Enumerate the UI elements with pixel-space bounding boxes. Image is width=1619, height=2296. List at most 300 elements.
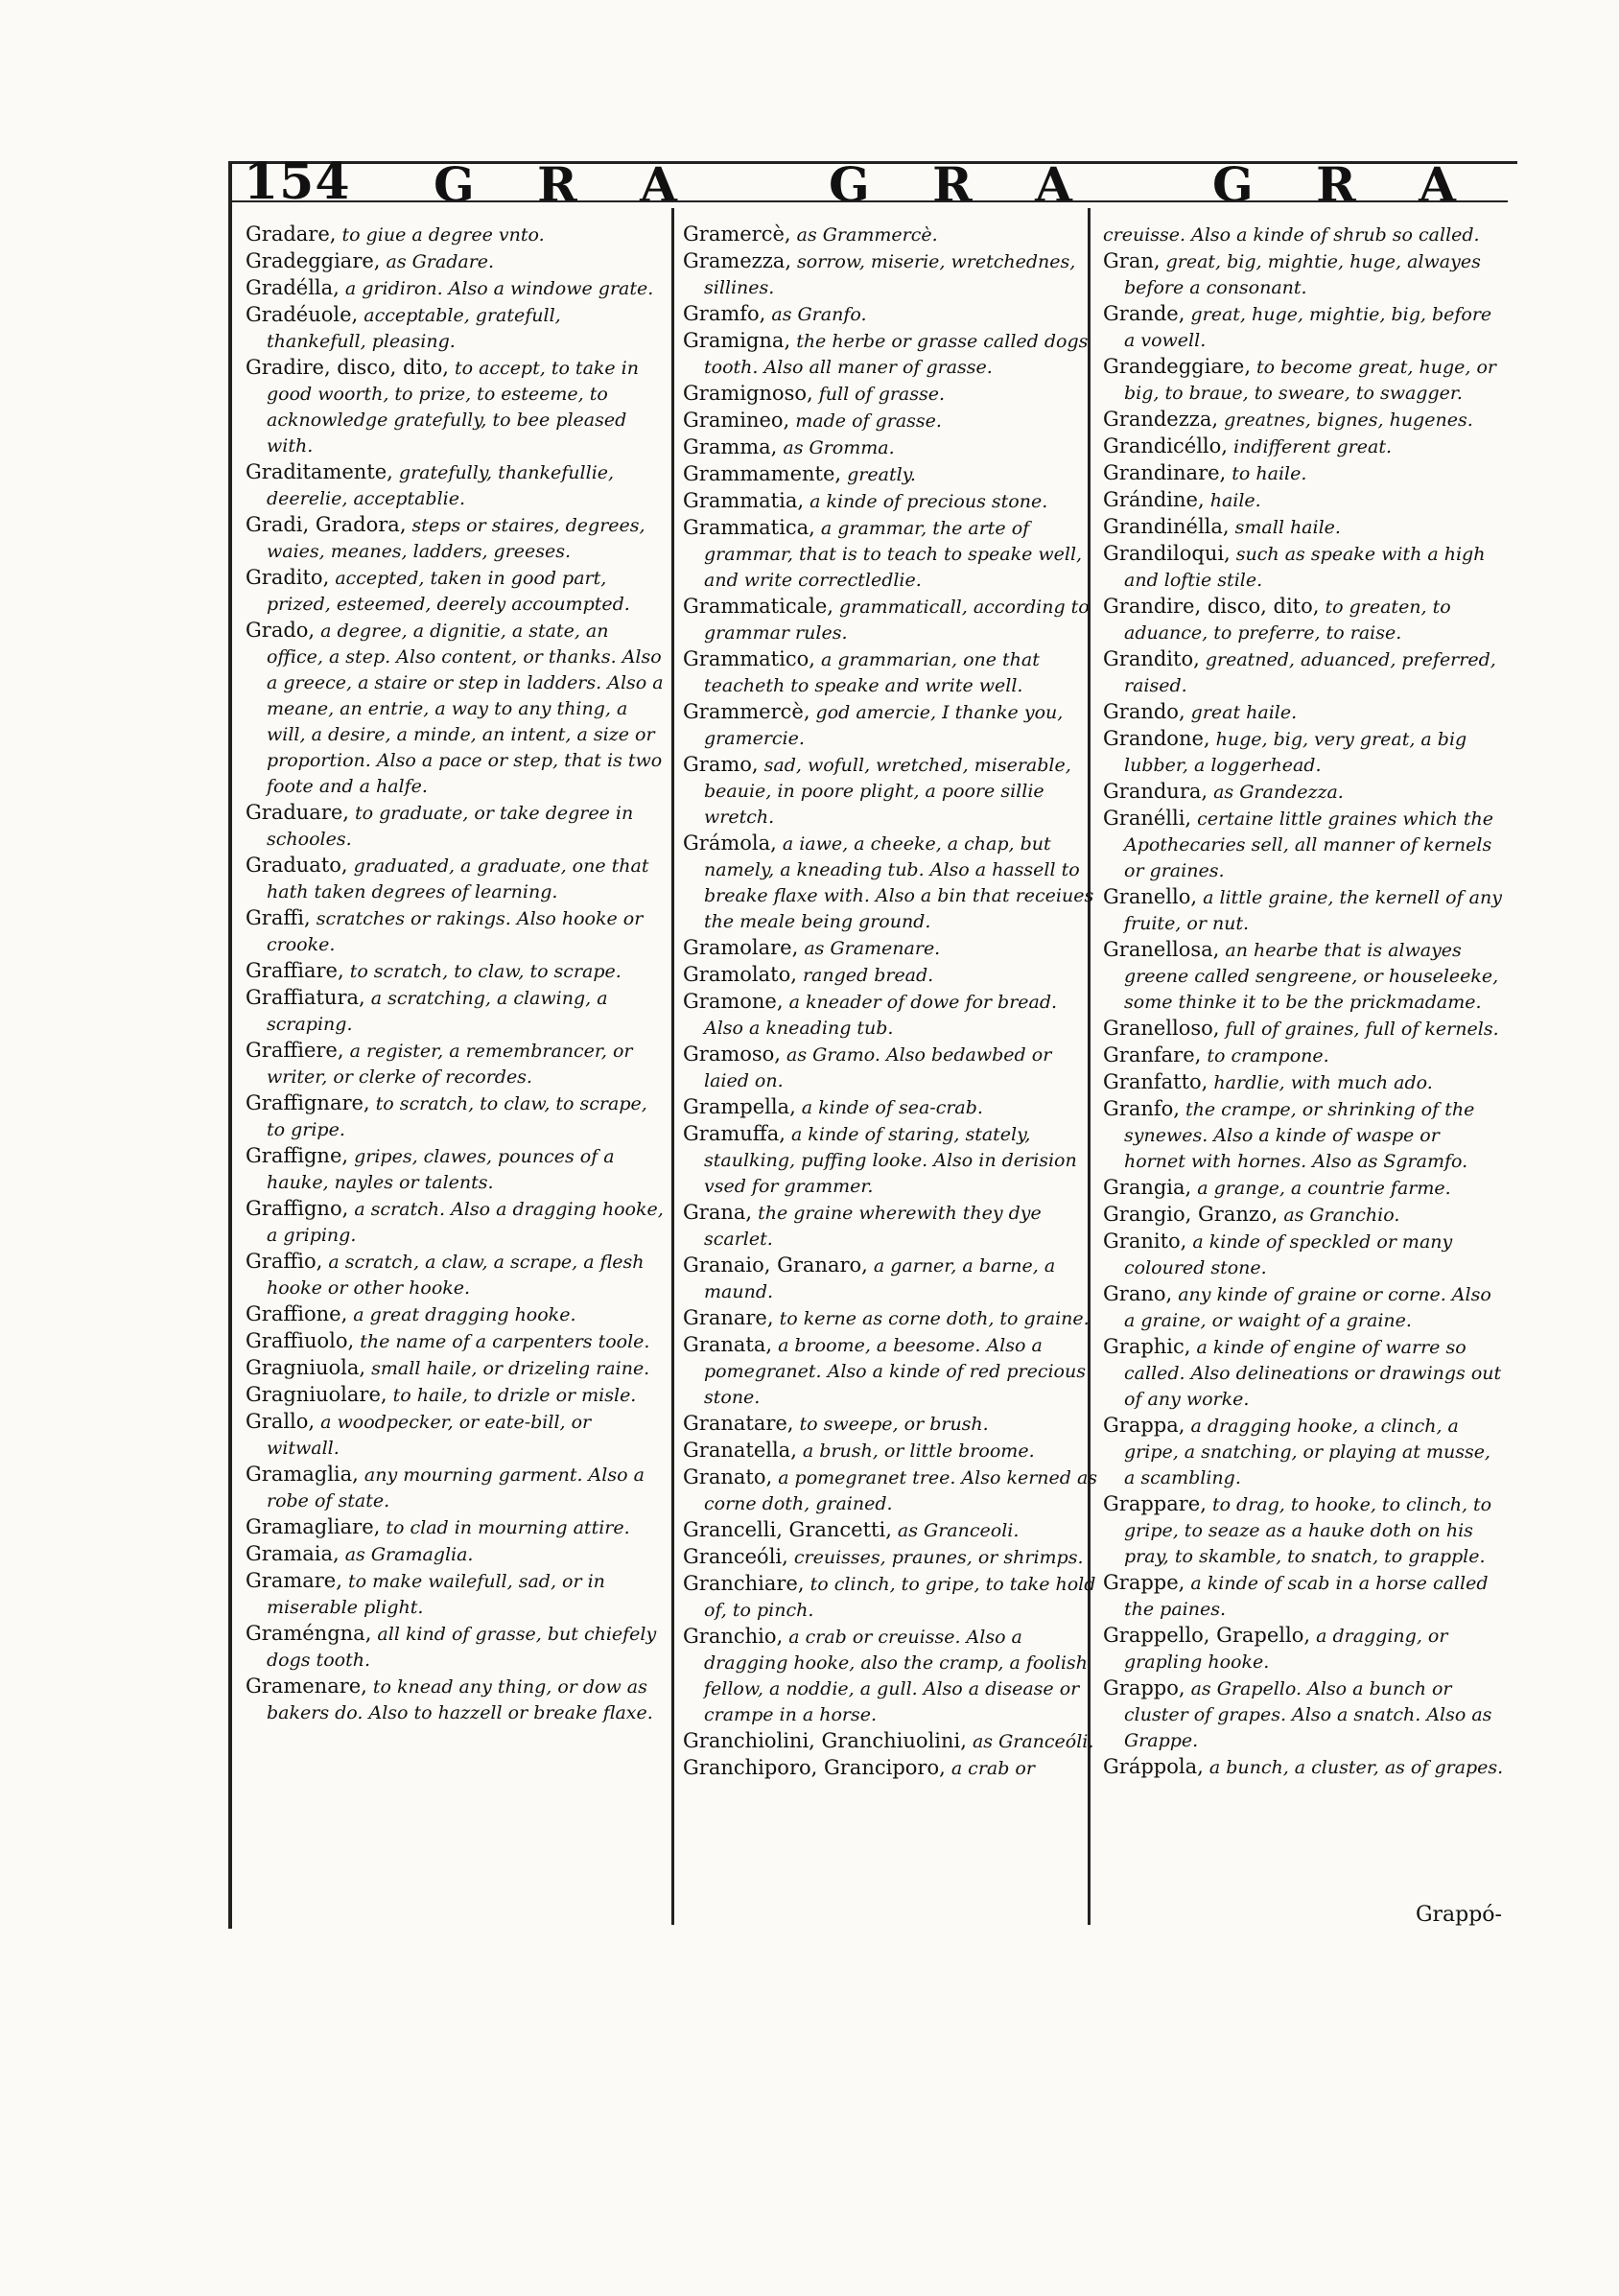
dictionary-entry	[1103, 407, 1506, 433]
dictionary-entry	[246, 1038, 664, 1090]
definition: ranged bread.	[802, 965, 934, 986]
dictionary-entry	[1103, 354, 1506, 407]
definition: the name of a carpenters toole.	[360, 1331, 650, 1352]
headword: Gramo,	[683, 753, 759, 776]
definition: as Granceóli.	[972, 1731, 1094, 1752]
headword: Graméngna,	[246, 1622, 372, 1645]
headword: Granare,	[683, 1306, 774, 1329]
dictionary-entry	[683, 962, 1101, 989]
dictionary-entry	[1103, 1043, 1506, 1069]
definition: a iawe, a cheeke, a chap, but namely, a kneading tub. Also a hassell to breake flaxe with. Also a bin that receiues the meale being ground.	[704, 833, 1094, 932]
headword: Grandura,	[1103, 780, 1208, 803]
headword: Gradéuole,	[246, 303, 359, 326]
dictionary-entry	[683, 1517, 1101, 1544]
definition: a scratch, a claw, a scrape, a flesh hooke or other hooke.	[267, 1252, 645, 1299]
dictionary-entry	[1103, 514, 1506, 541]
dictionary-entry	[683, 646, 1101, 699]
headword: Grandinélla,	[1103, 515, 1230, 538]
dictionary-entry	[683, 1332, 1101, 1411]
headword: Grappo,	[1103, 1676, 1185, 1699]
definition: a gridiron. Also a windowe grate.	[344, 278, 654, 299]
definition: small haile.	[1234, 517, 1341, 538]
definition: as Grapello. Also a bunch or cluster of grapes. Also a snatch. Also as Grappe.	[1124, 1678, 1492, 1751]
dictionary-entry	[1103, 646, 1506, 699]
definition: to scratch, to claw, to scrape.	[349, 961, 622, 982]
headword: Gramaia,	[246, 1542, 340, 1565]
headword: Granaio, Granaro,	[683, 1253, 868, 1277]
definition: a broome, a beesome. Also a pomegranet. Also a kinde of red precious stone.	[704, 1335, 1086, 1408]
dictionary-entry	[1103, 460, 1506, 487]
definition: great, big, mightie, huge, alwayes before a consonant.	[1124, 251, 1481, 298]
dictionary-entry	[246, 248, 664, 275]
headword: Graffiatura,	[246, 986, 365, 1009]
headword: Gradeggiare,	[246, 249, 381, 272]
dictionary-entry	[1103, 487, 1506, 514]
headword: Grammatico,	[683, 647, 815, 670]
headword: Graffione,	[246, 1302, 348, 1325]
definition: indifferent great.	[1233, 436, 1393, 457]
dictionary-entry	[246, 1143, 664, 1196]
dictionary-entry	[683, 1464, 1101, 1517]
headword: Grammamente,	[683, 462, 842, 485]
column-3	[1103, 222, 1506, 1909]
page-header	[232, 152, 1517, 214]
headword: Granellosa,	[1103, 938, 1220, 961]
dictionary-entry	[246, 565, 664, 618]
dictionary-entry	[1103, 1570, 1506, 1623]
dictionary-entry	[683, 1755, 1101, 1782]
headword: Gradare,	[246, 223, 337, 246]
headword: Granchiolini, Granchiuolini,	[683, 1729, 967, 1752]
dictionary-entry	[246, 905, 664, 958]
definition: as Gramenare.	[804, 938, 941, 959]
definition: to sweepe, or brush.	[799, 1414, 989, 1435]
dictionary-entry	[683, 989, 1101, 1042]
definition: as Gramo. Also bedawbed or laied on.	[704, 1044, 1052, 1091]
dictionary-entry	[683, 328, 1101, 381]
headword: Gradi, Gradora,	[246, 513, 407, 536]
definition: to kerne as corne doth, to graine.	[779, 1308, 1090, 1329]
headword: Gramaglia,	[246, 1463, 359, 1486]
definition: a kinde of staring, stately, staulking, puffing looke. Also in derision vsed for grammer.	[704, 1124, 1077, 1197]
definition: to clad in mourning attire.	[386, 1517, 630, 1538]
dictionary-entry	[683, 1305, 1101, 1332]
dictionary-entry	[246, 1249, 664, 1301]
definition: haile.	[1209, 490, 1261, 511]
headword: Grado,	[246, 619, 316, 642]
headword: Granato,	[683, 1465, 773, 1488]
dictionary-entry	[1103, 1069, 1506, 1096]
headword: Gramezza,	[683, 249, 791, 272]
headword: Gramone,	[683, 990, 784, 1013]
headword: Gramolato,	[683, 963, 797, 986]
definition: sorrow, miserie, wretchednes, sillines.	[704, 251, 1076, 298]
dictionary-entry	[683, 1411, 1101, 1438]
dictionary-entry	[1103, 1491, 1506, 1570]
header-rule	[232, 200, 1508, 202]
definition: any mourning garment. Also a robe of state.	[267, 1464, 645, 1511]
headword: Granfare,	[1103, 1043, 1202, 1066]
dictionary-entry	[683, 1728, 1101, 1755]
dictionary-entry	[246, 1382, 664, 1409]
definition: to knead any thing, or dow as bakers do. Also to hazzell or breake flaxe.	[267, 1676, 653, 1723]
headword: Graffignare,	[246, 1091, 370, 1114]
definition: a crab or creuisse. Also a dragging hooke, also the cramp, a foolish fellow, a noddie, a gull. Also a disease or crampe in a horse.	[704, 1627, 1088, 1725]
definition: sad, wofull, wretched, miserable, beauie, in poore plight, a poore sillie wretch.	[704, 755, 1071, 828]
definition: to clinch, to gripe, to take hold of, to pinch.	[704, 1574, 1096, 1621]
headword: Grallo,	[246, 1410, 316, 1433]
running-head-left: G R A	[434, 156, 700, 213]
dictionary-entry	[683, 1624, 1101, 1728]
headword: Granceóli,	[683, 1545, 788, 1568]
dictionary-entry	[1103, 222, 1506, 248]
dictionary-entry	[246, 853, 664, 905]
dictionary-entry	[683, 935, 1101, 962]
definition: a woodpecker, or eate-bill, or witwall.	[267, 1412, 592, 1459]
dictionary-entry	[683, 1544, 1101, 1571]
headword: Granatella,	[683, 1439, 797, 1462]
definition: as Gramaglia.	[344, 1544, 474, 1565]
dictionary-entry	[246, 1568, 664, 1621]
dictionary-entry	[683, 222, 1101, 248]
definition: to scratch, to claw, to scrape, to gripe.	[267, 1093, 647, 1140]
headword: Grano,	[1103, 1282, 1173, 1305]
headword: Graduato,	[246, 854, 348, 877]
dictionary-entry	[1103, 1175, 1506, 1202]
definition: certaine little graines which the Apothecaries sell, all manner of kernels or graines.	[1124, 808, 1494, 881]
definition: a little graine, the kernell of any fruite, or nut.	[1124, 887, 1502, 934]
dictionary-entry	[683, 515, 1101, 594]
definition: a kinde of engine of warre so called. Also delineations or drawings out of any worke.	[1124, 1337, 1502, 1410]
definition: gratefully, thankefullie, deerelie, acceptablie.	[267, 462, 615, 509]
dictionary-entry	[1103, 433, 1506, 460]
definition: a degree, a dignitie, a state, an office, a step. Also content, or thanks. Also a greece, a staire or step in ladders. Also a meane, an entrie, a way to any thing, a will, a desire, a minde, an intent, a size or proportion. Also a pace or step, that is two foote and a halfe.	[267, 621, 664, 797]
catchword: Grappó-	[1415, 1903, 1502, 1927]
headword: Grangio, Granzo,	[1103, 1203, 1279, 1226]
dictionary-entry	[683, 1200, 1101, 1253]
headword: Granfo,	[1103, 1097, 1180, 1120]
headword: Granchiporo, Granciporo,	[683, 1756, 946, 1779]
dictionary-entry	[683, 1253, 1101, 1305]
page-number: 154	[244, 152, 351, 211]
headword: Gramuffa,	[683, 1122, 786, 1145]
dictionary-entry	[1103, 726, 1506, 779]
dictionary-entry	[246, 1621, 664, 1674]
dictionary-entry	[246, 1514, 664, 1541]
definition: to haile.	[1232, 463, 1307, 484]
column-divider-1	[671, 208, 674, 1925]
dictionary-entry	[683, 1438, 1101, 1464]
headword: Granito,	[1103, 1230, 1187, 1253]
definition: a bunch, a cluster, as of grapes.	[1208, 1757, 1504, 1778]
headword: Gramagliare,	[246, 1515, 381, 1538]
headword: Grangia,	[1103, 1176, 1192, 1199]
dictionary-entry	[246, 1541, 664, 1568]
dictionary-entry	[683, 461, 1101, 488]
headword: Grándine,	[1103, 488, 1205, 511]
headword: Grando,	[1103, 700, 1185, 723]
definition: such as speake with a high and loftie stile.	[1124, 544, 1486, 591]
headword: Grandiloqui,	[1103, 542, 1231, 565]
headword: Grappare,	[1103, 1492, 1207, 1515]
dictionary-entry	[246, 1674, 664, 1726]
dictionary-entry	[683, 1571, 1101, 1624]
headword: Gradito,	[246, 566, 330, 589]
dictionary-entry	[246, 355, 664, 459]
definition: creuisse. Also a kinde of shrub so called.	[1103, 224, 1480, 246]
headword: Grancelli, Grancetti,	[683, 1518, 892, 1541]
dictionary-entry	[246, 275, 664, 302]
dictionary-entry	[246, 1090, 664, 1143]
dictionary-entry	[1103, 1334, 1506, 1413]
headword: Graphic,	[1103, 1335, 1191, 1358]
headword: Grande,	[1103, 302, 1185, 325]
definition: the crampe, or shrinking of the synewes. Also a kinde of waspe or hornet with hornes. Also as Sgramfo.	[1124, 1099, 1475, 1172]
definition: to drag, to hooke, to clinch, to gripe, to seaze as a hauke doth on his pray, to skamble, to snatch, to grapple.	[1124, 1494, 1492, 1567]
dictionary-entry	[246, 302, 664, 355]
definition: to graduate, or take degree in schooles.	[267, 803, 634, 850]
headword: Gramfo,	[683, 302, 766, 325]
dictionary-entry	[1103, 301, 1506, 354]
dictionary-entry	[683, 752, 1101, 831]
headword: Graffio,	[246, 1250, 323, 1273]
headword: Graditamente,	[246, 460, 393, 483]
dictionary-entry	[246, 1196, 664, 1249]
dictionary-entry	[1103, 248, 1506, 301]
definition: a garner, a barne, a maund.	[704, 1255, 1056, 1302]
dictionary-entry	[246, 459, 664, 512]
headword: Grammatia,	[683, 489, 805, 512]
definition: graduated, a graduate, one that hath taken degrees of learning.	[267, 855, 649, 902]
dictionary-entry	[1103, 1096, 1506, 1175]
definition: greatnes, bignes, hugenes.	[1224, 410, 1473, 431]
definition: hardlie, with much ado.	[1213, 1072, 1433, 1093]
dictionary-entry	[1103, 541, 1506, 594]
definition: an hearbe that is alwayes greene called sengreene, or houseleeke, some thinke it to be the prickmadame.	[1124, 940, 1499, 1013]
headword: Gráppola,	[1103, 1755, 1204, 1778]
headword: Granata,	[683, 1333, 773, 1356]
headword: Gramolare,	[683, 936, 799, 959]
definition: any kinde of graine or corne. Also a graine, or waight of a graine.	[1124, 1284, 1491, 1331]
dictionary-entry	[683, 434, 1101, 461]
definition: a register, a remembrancer, or writer, or clerke of recordes.	[267, 1041, 633, 1088]
definition: greatly.	[847, 464, 916, 485]
definition: steps or staires, degrees, waies, meanes, ladders, greeses.	[267, 515, 645, 562]
definition: huge, big, very great, a big lubber, a loggerhead.	[1124, 729, 1467, 776]
headword: Gradire, disco, dito,	[246, 356, 449, 379]
headword: Gragniuola,	[246, 1356, 366, 1379]
definition: to become great, huge, or big, to braue, to sweare, to swagger.	[1124, 357, 1496, 404]
definition: as Grandezza.	[1213, 782, 1344, 803]
headword: Graffiere,	[246, 1039, 344, 1062]
definition: made of grasse.	[795, 410, 942, 432]
headword: Gramoso,	[683, 1043, 781, 1066]
dictionary-entry	[246, 958, 664, 985]
definition: gripes, clawes, pounces of a hauke, nayles or talents.	[267, 1146, 615, 1193]
headword: Granchiare,	[683, 1572, 805, 1595]
dictionary-entry	[1103, 1016, 1506, 1043]
running-head-right: G R A	[1212, 156, 1479, 213]
headword: Grana,	[683, 1201, 753, 1224]
headword: Grandezza,	[1103, 408, 1219, 431]
dictionary-entry	[683, 1094, 1101, 1121]
definition: a pomegranet tree. Also kerned as corne doth, grained.	[704, 1467, 1098, 1514]
definition: to haile, to drizle or misle.	[392, 1385, 637, 1406]
dictionary-entry	[1103, 884, 1506, 937]
headword: Gramignoso,	[683, 382, 813, 405]
definition: a dragging, or grapling hooke.	[1124, 1626, 1448, 1673]
headword: Granfatto,	[1103, 1070, 1208, 1093]
dictionary-entry	[1103, 594, 1506, 646]
dictionary-entry	[246, 618, 664, 800]
definition: a grammarian, one that teacheth to speake and write well.	[704, 649, 1040, 696]
definition: a kinde of sea-crab.	[801, 1097, 983, 1118]
definition: as Granfo.	[771, 304, 867, 325]
dictionary-entry	[1103, 1675, 1506, 1754]
definition: as Granchio.	[1283, 1205, 1400, 1226]
dictionary-entry	[683, 1042, 1101, 1094]
headword: Graffiare,	[246, 959, 344, 982]
dictionary-entry	[1103, 937, 1506, 1016]
definition: the graine wherewith they dye scarlet.	[704, 1203, 1042, 1250]
running-head-center: G R A	[829, 156, 1095, 213]
definition: as Grammercè.	[796, 224, 938, 246]
definition: a scratch. Also a dragging hooke, a griping.	[267, 1199, 664, 1246]
definition: great haile.	[1190, 702, 1298, 723]
definition: as Gradare.	[386, 251, 495, 272]
dictionary-entry	[1103, 1202, 1506, 1229]
dictionary-entry	[1103, 1281, 1506, 1334]
definition: god amercie, I thanke you, gramercie.	[704, 702, 1064, 749]
headword: Graffigne,	[246, 1144, 349, 1167]
headword: Grandone,	[1103, 727, 1210, 750]
headword: Grappello, Grapello,	[1103, 1624, 1311, 1647]
headword: Grammaticale,	[683, 595, 833, 618]
headword: Gragniuolare,	[246, 1383, 387, 1406]
dictionary-entry	[1103, 1623, 1506, 1675]
headword: Grappa,	[1103, 1414, 1185, 1437]
definition: all kind of grasse, but chiefely dogs tooth.	[267, 1624, 657, 1671]
headword: Gramigna,	[683, 329, 791, 352]
definition: a kinde of scab in a horse called the paines.	[1124, 1573, 1489, 1620]
dictionary-entry	[1103, 1413, 1506, 1491]
dictionary-entry	[246, 1355, 664, 1382]
dictionary-entry	[683, 594, 1101, 646]
dictionary-entry	[246, 800, 664, 853]
dictionary-entry	[683, 381, 1101, 408]
dictionary-entry	[683, 408, 1101, 434]
definition: greatned, aduanced, preferred, raised.	[1124, 649, 1496, 696]
dictionary-page	[228, 152, 1517, 1929]
headword: Grandicéllo,	[1103, 434, 1228, 457]
definition: to accept, to take in good woorth, to prize, to esteeme, to acknowledge gratefully, to bee pleased with.	[267, 358, 640, 457]
dictionary-entry	[1103, 1754, 1506, 1781]
headword: Granélli,	[1103, 807, 1192, 830]
dictionary-entry	[1103, 806, 1506, 884]
definition: to make wailefull, sad, or in miserable plight.	[267, 1571, 605, 1618]
definition: accepted, taken in good part, prized, esteemed, deerely accoumpted.	[267, 568, 630, 615]
headword: Graffi,	[246, 906, 311, 929]
headword: Granchio,	[683, 1625, 784, 1648]
column-2	[683, 222, 1101, 1909]
definition: to greaten, to aduance, to preferre, to raise.	[1124, 597, 1451, 644]
headword: Gramare,	[246, 1569, 342, 1592]
headword: Grammercè,	[683, 700, 810, 723]
definition: a dragging hooke, a clinch, a gripe, a snatching, or playing at musse, a scambling.	[1124, 1416, 1490, 1488]
headword: Grámola,	[683, 832, 777, 855]
definition: scratches or rakings. Also hooke or crooke.	[267, 908, 644, 955]
dictionary-entry	[683, 1121, 1101, 1200]
headword: Granelloso,	[1103, 1017, 1220, 1040]
definition: great, huge, mightie, big, before a vowell.	[1124, 304, 1492, 351]
dictionary-entry	[246, 985, 664, 1038]
definition: small haile, or drizeling raine.	[371, 1358, 650, 1379]
definition: as Granceoli.	[897, 1520, 1020, 1541]
definition: to giue a degree vnto.	[341, 224, 545, 246]
headword: Gramenare,	[246, 1675, 367, 1698]
headword: Graffigno,	[246, 1197, 349, 1220]
definition: a brush, or little broome.	[802, 1441, 1035, 1462]
headword: Grappe,	[1103, 1571, 1185, 1594]
definition: the herbe or grasse called dogs tooth. Also all maner of grasse.	[704, 331, 1089, 378]
dictionary-entry	[246, 1462, 664, 1514]
definition: a grammar, the arte of grammar, that is to teach to speake well, and write correctledlie.	[704, 518, 1083, 591]
definition: a grange, a countrie farme.	[1197, 1178, 1451, 1199]
definition: creuisses, praunes, or shrimps.	[793, 1547, 1084, 1568]
headword: Gramineo,	[683, 409, 790, 432]
headword: Gradélla,	[246, 276, 340, 299]
headword: Grandinare,	[1103, 461, 1227, 484]
headword: Graffiuolo,	[246, 1329, 355, 1352]
definition: as Gromma.	[783, 437, 895, 458]
dictionary-entry	[683, 248, 1101, 301]
definition: a great dragging hooke.	[353, 1304, 576, 1325]
headword: Graduare,	[246, 801, 349, 824]
dictionary-entry	[246, 512, 664, 565]
headword: Grammatica,	[683, 516, 815, 539]
headword: Grandito,	[1103, 647, 1200, 670]
dictionary-entry	[683, 831, 1101, 935]
scan-edge	[38, 2279, 1573, 2284]
headword: Gran,	[1103, 249, 1161, 272]
definition: to crampone.	[1207, 1045, 1329, 1066]
definition: acceptable, gratefull, thankefull, pleasing.	[267, 305, 561, 352]
dictionary-entry	[246, 1328, 664, 1355]
dictionary-entry	[683, 699, 1101, 752]
headword: Granatare,	[683, 1412, 794, 1435]
headword: Grandire, disco, dito,	[1103, 595, 1320, 618]
dictionary-entry	[683, 301, 1101, 328]
dictionary-entry	[683, 488, 1101, 515]
dictionary-entry	[246, 222, 664, 248]
dictionary-entry	[246, 1409, 664, 1462]
definition: a crab or	[950, 1758, 1035, 1779]
definition: a scratching, a clawing, a scraping.	[267, 988, 608, 1035]
dictionary-entry	[1103, 699, 1506, 726]
definition: full of graines, full of kernels.	[1225, 1019, 1499, 1040]
headword: Gramercè,	[683, 223, 791, 246]
headword: Gramma,	[683, 435, 778, 458]
definition: a kinde of precious stone.	[810, 491, 1048, 512]
definition: grammaticall, according to grammar rules.	[704, 597, 1090, 644]
dictionary-entry	[246, 1301, 664, 1328]
definition: full of grasse.	[818, 384, 946, 405]
dictionary-entry	[1103, 779, 1506, 806]
headword: Granello,	[1103, 885, 1198, 908]
dictionary-entry	[1103, 1229, 1506, 1281]
headword: Grandeggiare,	[1103, 355, 1251, 378]
column-1	[246, 222, 664, 1909]
